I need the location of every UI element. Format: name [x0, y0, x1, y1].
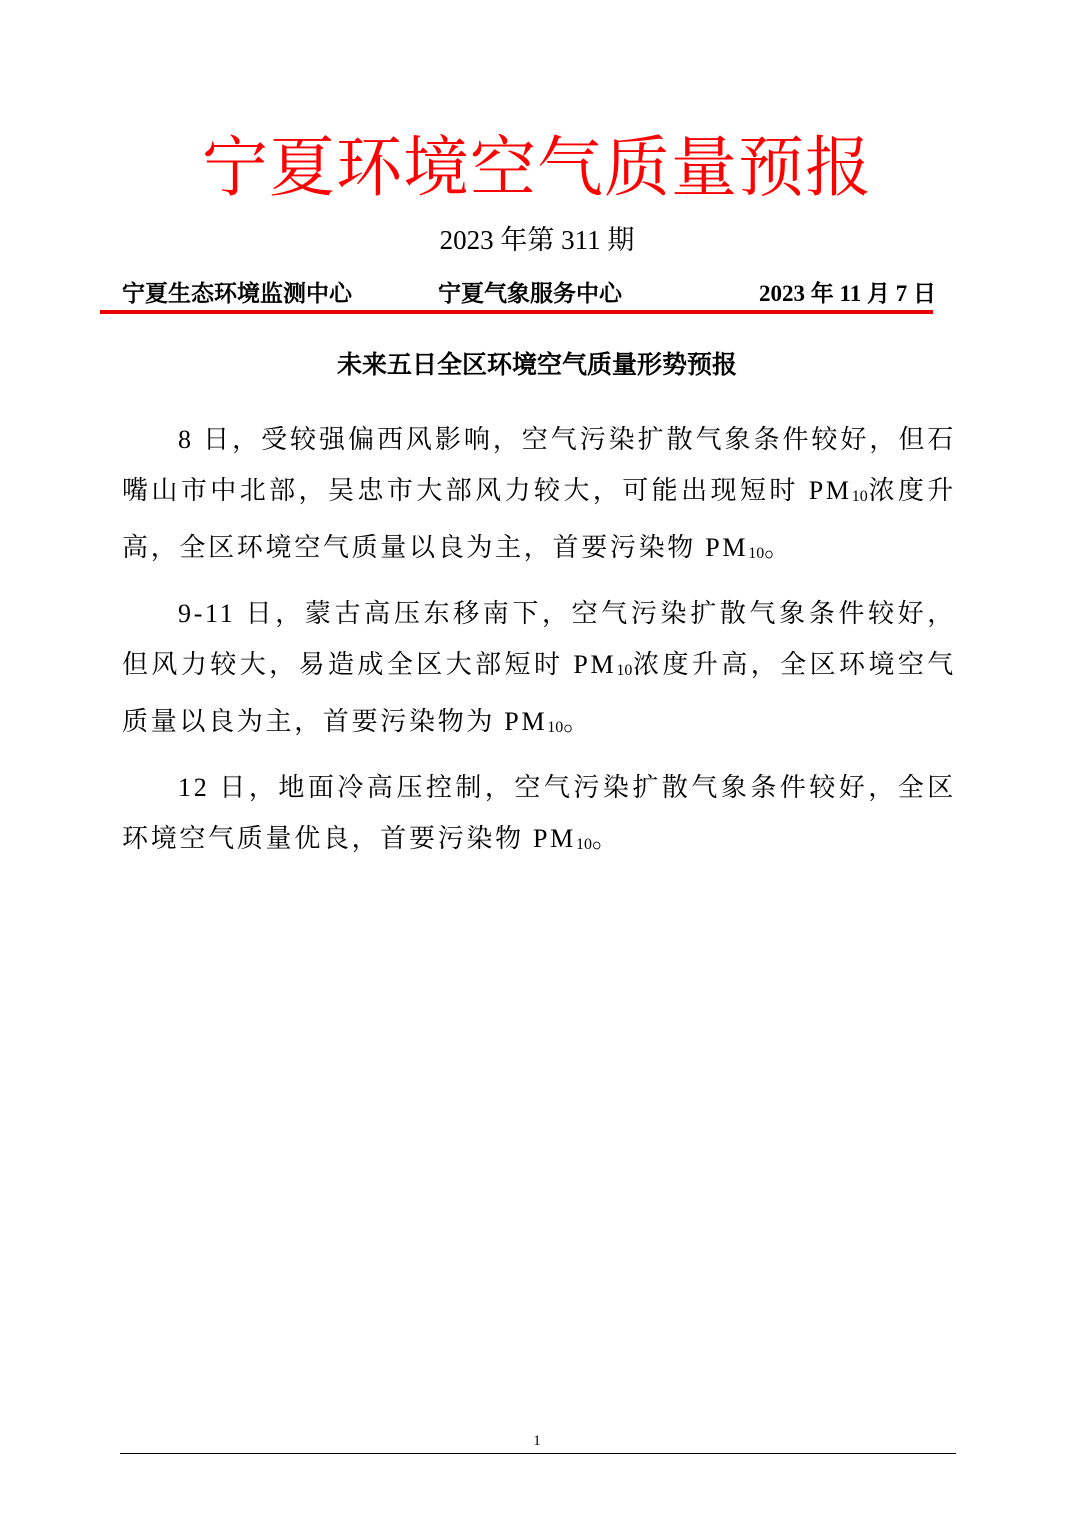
subscript: 10 — [748, 545, 765, 562]
forecast-body — [122, 414, 956, 879]
subscript: 10 — [575, 836, 592, 853]
publish-date: 2023 年 11 月 7 日 — [759, 281, 936, 306]
paragraph-text: 。 — [591, 824, 621, 853]
paragraph-text: 。 — [563, 707, 592, 736]
forecast-paragraph-day9-11 — [122, 588, 956, 753]
subscript: 10 — [616, 662, 633, 679]
page-number: 1 — [533, 1433, 541, 1449]
forecast-paragraph-day12 — [122, 762, 956, 870]
section-title: 未来五日全区环境空气质量形势预报 — [336, 350, 737, 379]
paragraph-text: 8 日，受较强偏西风影响，空气污染扩散气象条件较好，但石嘴山市中北部，吴忠市大部风力较大，可能出现短时 PM — [122, 425, 956, 505]
paragraph-text: 浓度升高，全区环境空气质量以良为主，首要污染物为 PM — [122, 650, 957, 736]
issue-number: 2023 年第 311 期 — [439, 225, 635, 255]
publisher-row — [122, 276, 936, 312]
publisher-environment-center: 宁夏生态环境监测中心 — [122, 281, 352, 306]
forecast-paragraph-day8 — [122, 414, 956, 579]
paragraph-text: 9-11 日，蒙古高压东移南下，空气污染扩散气象条件较好，但风力较大，易造成全区大部短时 PM — [122, 599, 956, 679]
paragraph-text: 。 — [764, 533, 793, 562]
header-divider — [100, 310, 933, 314]
subscript: 10 — [547, 719, 564, 736]
paragraph-text: 12 日，地面冷高压控制，空气污染扩散气象条件较好，全区环境空气质量优良，首要污染物 PM — [122, 773, 956, 853]
paragraph-text: 浓度升高，全区环境空气质量以良为主，首要污染物 PM — [122, 476, 956, 562]
footer-divider — [120, 1453, 956, 1454]
subscript: 10 — [851, 488, 868, 505]
report-title: 宁夏环境空气质量预报 — [202, 129, 872, 206]
publisher-weather-center: 宁夏气象服务中心 — [438, 281, 622, 306]
